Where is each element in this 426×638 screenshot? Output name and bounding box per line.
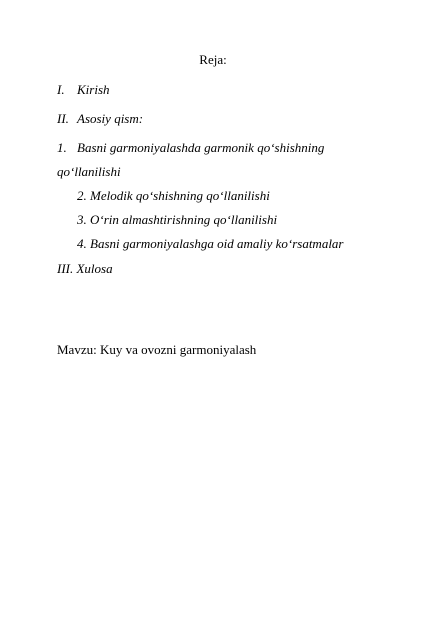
outline-subitem-3: 3. O‘rin almashtirishning qo‘llanilishi	[77, 212, 278, 227]
outline-text: Kirish	[77, 82, 110, 97]
outline-subitem-1-continuation: qo‘llanilishi	[57, 164, 121, 179]
topic-line: Mavzu: Kuy va ovozni garmoniyalash	[57, 342, 257, 357]
outline-number: II.	[57, 111, 69, 126]
outline-subitem-2: 2. Melodik qo‘shishning qo‘llanilishi	[77, 188, 270, 203]
outline-subitem-1	[57, 140, 324, 156]
outline-text: Basni garmoniyalashda garmonik qo‘shishning	[77, 140, 325, 155]
outline-number: 1.	[57, 140, 67, 155]
outline-subitem-4: 4. Basni garmoniyalashga oid amaliy ko‘rsatmalar	[77, 236, 344, 251]
plan-heading: Reja:	[199, 52, 227, 67]
outline-item-intro	[57, 82, 110, 98]
outline-item-conclusion: III. Xulosa	[57, 261, 113, 276]
outline-number: I.	[57, 82, 65, 97]
outline-text: Asosiy qism:	[77, 111, 144, 126]
outline-item-main	[57, 111, 143, 127]
